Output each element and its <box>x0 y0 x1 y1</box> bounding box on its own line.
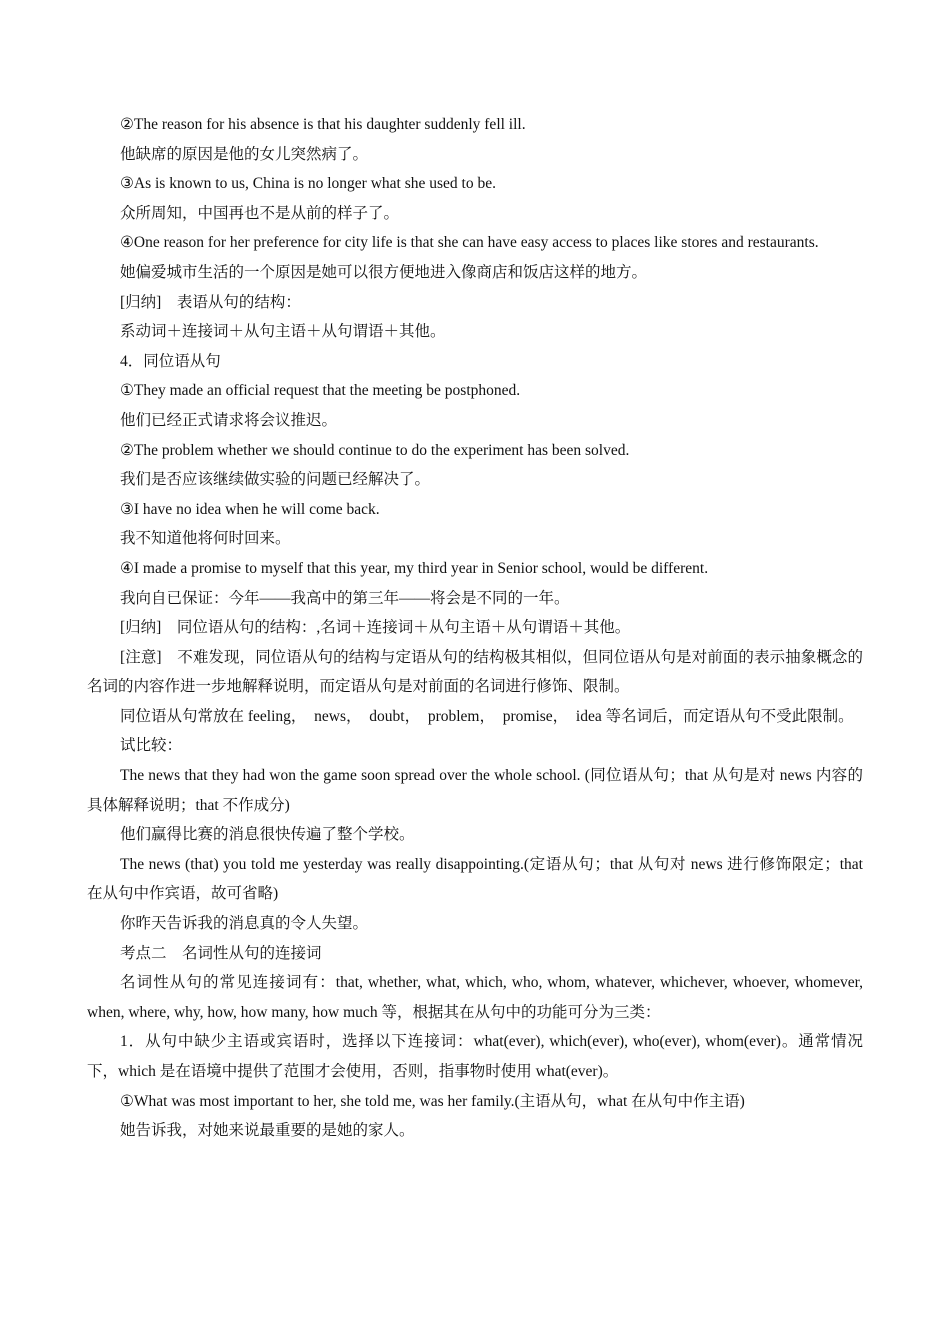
explanation-paragraph: 名词性从句的常见连接词有：that, whether, what, which, who, whom, whatever, whichever, whoever, whomever, when, where, why, how, how many, how much 等，根据其在从句中的功能可分为三类： <box>87 974 863 1021</box>
example-sentence-en: The news (that) you told me yesterday was really disappointing.(定语从句；that 从句对 news 进行修饰限定；that 在从句中作宾语，故可省略) <box>87 855 863 903</box>
compare-heading: 试比较： <box>120 737 183 755</box>
example-translation-zh: 众所周知，中国再也不是从前的样子了。 <box>120 204 400 222</box>
example-sentence-en: ②The problem whether we should continue to do the experiment has been solved. <box>120 441 630 459</box>
example-translation-zh: 你昨天告诉我的消息真的令人失望。 <box>120 915 369 933</box>
note-paragraph: [注意] 不难发现，同位语从句的结构与定语从句的结构极其相似，但同位语从句是对前面的表示抽象概念的名词的内容作进一步地解释说明，而定语从句是对前面的名词进行修饰、限制。 <box>87 648 863 696</box>
example-sentence-en: ①What was most important to her, she told me, was her family.(主语从句，what 在从句中作主语) <box>120 1092 745 1110</box>
example-translation-zh: 我们是否应该继续做实验的问题已经解决了。 <box>120 471 431 489</box>
example-sentence-en: ①They made an official request that the meeting be postphoned. <box>120 382 521 400</box>
example-translation-zh: 她偏爱城市生活的一个原因是她可以很方便地进入像商店和饭店这样的地方。 <box>120 263 648 281</box>
example-sentence-en: ②The reason for his absence is that his daughter suddenly fell ill. <box>120 116 526 133</box>
example-translation-zh: 他缺席的原因是他的女儿突然病了。 <box>120 145 369 163</box>
example-translation-zh: 她告诉我，对她来说最重要的是她的家人。 <box>120 1122 415 1140</box>
section-heading: 考点二 名词性从句的连接词 <box>120 944 322 962</box>
example-translation-zh: 我不知道他将何时回来。 <box>120 530 291 548</box>
document-page <box>87 110 863 1146</box>
example-sentence-en: ③As is known to us, China is no longer what she used to be. <box>120 175 496 193</box>
example-sentence-en: ③I have no idea when he will come back. <box>120 500 380 518</box>
note-paragraph: 同位语从句常放在 feeling， news， doubt， problem， promise， idea 等名词后，而定语从句不受此限制。 <box>120 707 854 725</box>
section-heading: 4．同位语从句 <box>120 352 221 370</box>
example-sentence-en: ④I made a promise to myself that this year, my third year in Senior school, would be different. <box>120 559 709 577</box>
summary-heading: [归纳] 表语从句的结构： <box>120 293 301 311</box>
example-translation-zh: 他们赢得比赛的消息很快传遍了整个学校。 <box>120 826 415 844</box>
example-sentence-en: The news that they had won the game soon spread over the whole school. (同位语从句；that 从句是对 news 内容的具体解释说明；that 不作成分) <box>87 767 863 814</box>
explanation-paragraph: 1．从句中缺少主语或宾语时，选择以下连接词：what(ever), which(ever), who(ever), whom(ever)。通常情况下，which 是在语境中提供了范围才会使用，否则，指事物时使用 what(ever)。 <box>87 1033 863 1080</box>
summary-structure: [归纳] 同位语从句的结构：,名词＋连接词＋从句主语＋从句谓语＋其他。 <box>120 619 631 637</box>
summary-structure: 系动词＋连接词＋从句主语＋从句谓语＋其他。 <box>120 323 446 341</box>
example-translation-zh: 我向自已保证：今年——我高中的第三年——将会是不同的一年。 <box>120 589 570 607</box>
example-translation-zh: 他们已经正式请求将会议推迟。 <box>120 411 338 429</box>
example-sentence-en: ④One reason for her preference for city life is that she can have easy access to places like stores and restaurants. <box>120 234 819 252</box>
